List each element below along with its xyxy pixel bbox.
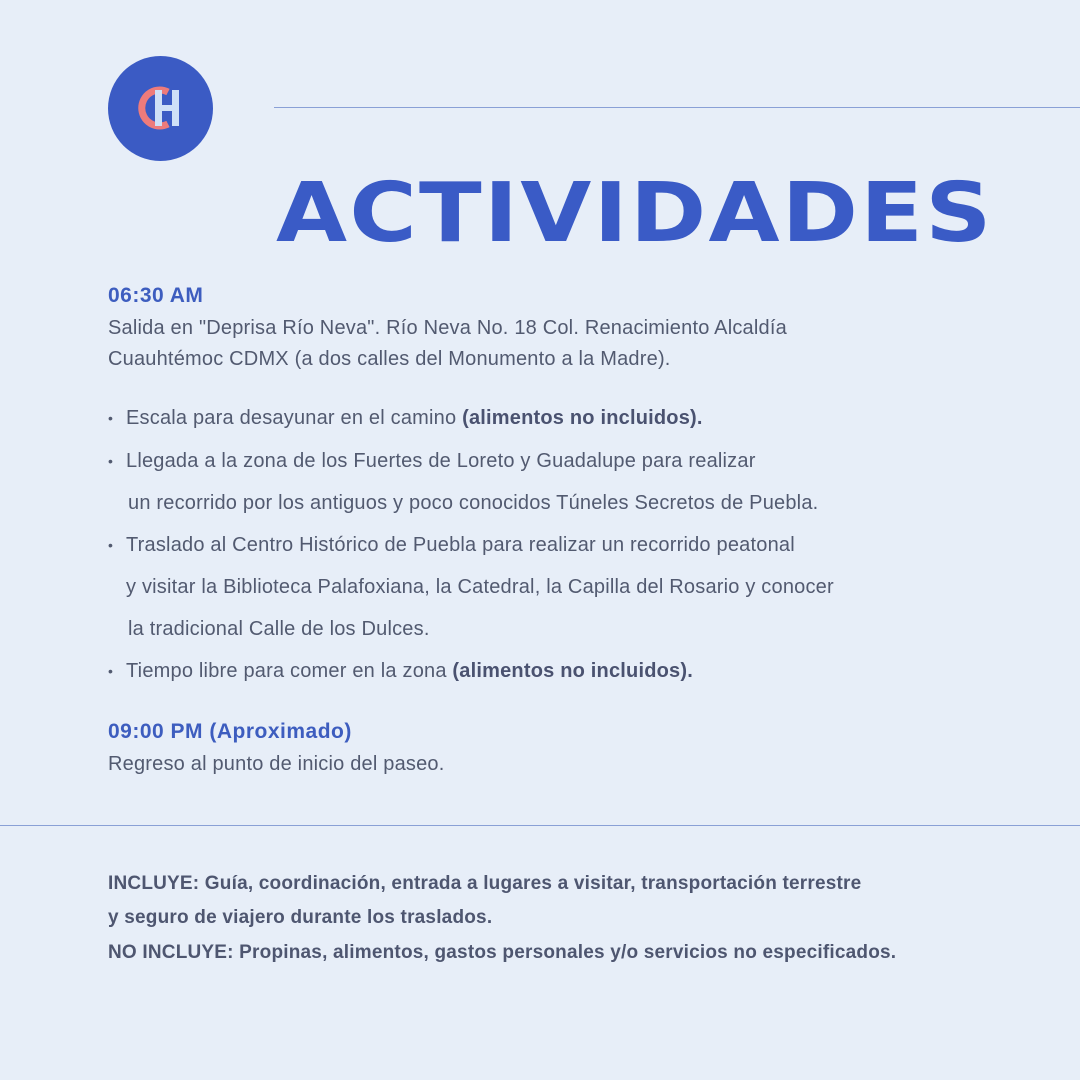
bullet-dot: • (108, 410, 114, 426)
start-description-line-1: Salida en "Deprisa Río Neva". Río Neva No. 18 Col. Renacimiento Alcaldía (108, 317, 787, 339)
not-included-line: NO INCLUYE: Propinas, alimentos, gastos personales y/o servicios no especificados. (108, 942, 897, 963)
end-time: 09:00 PM (Aproximado) (108, 720, 352, 743)
section-divider (0, 825, 1080, 826)
start-description-line-2: Cuauhtémoc CDMX (a dos calles del Monumento a la Madre). (108, 348, 671, 370)
list-item-bold: (alimentos no incluidos). (452, 660, 693, 682)
logo-mark (108, 56, 213, 161)
start-time: 06:30 AM (108, 284, 204, 307)
list-item-text: y visitar la Biblioteca Palafoxiana, la Catedral, la Capilla del Rosario y conocer (126, 576, 834, 598)
logo (108, 56, 213, 161)
bullet-dot: • (108, 453, 114, 469)
list-item-text: la tradicional Calle de los Dulces. (128, 618, 430, 640)
list-item-text: Tiempo libre para comer en la zona (126, 660, 453, 682)
bullet-dot: • (108, 663, 114, 679)
list-item-text: Llegada a la zona de los Fuertes de Loreto y Guadalupe para realizar (126, 450, 756, 472)
page-title: ACTIVIDADES (276, 166, 994, 261)
list-item-text: un recorrido por los antiguos y poco conocidos Túneles Secretos de Puebla. (128, 492, 819, 514)
list-item-bold: (alimentos no incluidos). (462, 407, 703, 429)
list-item-text: Traslado al Centro Histórico de Puebla para realizar un recorrido peatonal (126, 534, 795, 556)
list-item-text: Escala para desayunar en el camino (126, 407, 463, 429)
includes-line-1: INCLUYE: Guía, coordinación, entrada a lugares a visitar, transportación terrestre (108, 873, 862, 894)
top-divider (274, 107, 1080, 108)
end-description: Regreso al punto de inicio del paseo. (108, 753, 445, 775)
includes-line-2: y seguro de viajero durante los traslados. (108, 907, 493, 928)
bullet-dot: • (108, 537, 114, 553)
